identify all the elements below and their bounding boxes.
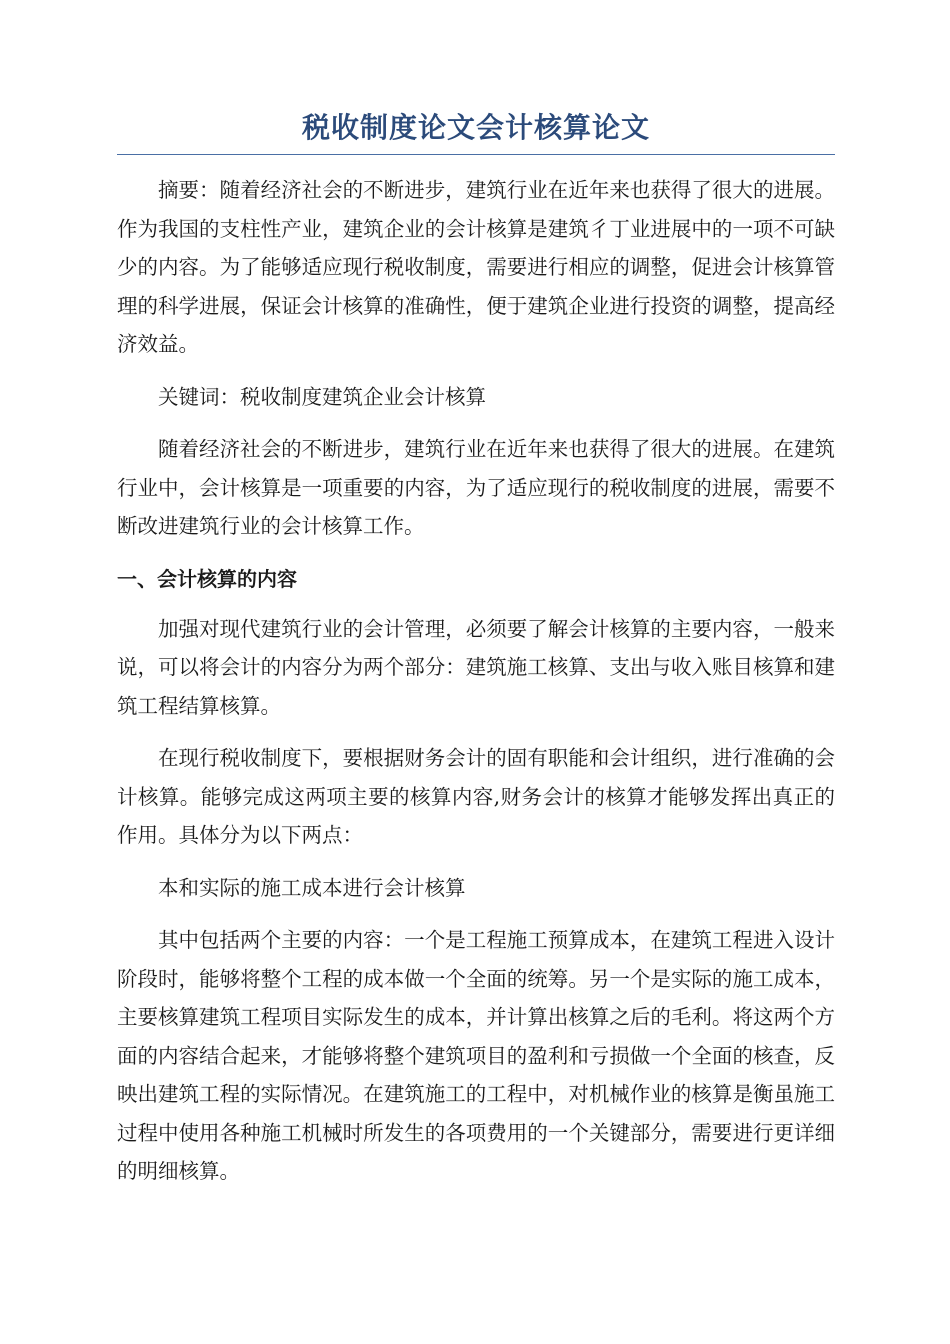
section-heading: 一、会计核算的内容 — [117, 566, 297, 591]
document-page — [117, 108, 835, 1205]
subsection-line: 本和实际的施工成本进行会计核算 — [158, 875, 466, 900]
document-body — [117, 171, 835, 1191]
body-paragraph: 加强对现代建筑行业的会计管理，必须要了解会计核算的主要内容，一般来说，可以将会计的内容分为两个部分：建筑施工核算、支出与收入账目核算和建筑工程结算核算。 — [117, 616, 835, 718]
document-title: 税收制度论文会计核算论文 — [117, 108, 835, 155]
intro-paragraph: 随着经济社会的不断进步，建筑行业在近年来也获得了很大的进展。在建筑行业中，会计核算是一项重要的内容，为了适应现行的税收制度的进展，需要不断改进建筑行业的会计核算工作。 — [117, 437, 835, 538]
abstract-paragraph: 摘要：随着经济社会的不断进步，建筑行业在近年来也获得了很大的进展。作为我国的支柱性产业，建筑企业的会计核算是建筑彳丁业进展中的一项不可缺少的内容。为了能够适应现行税收制度，需要进行相应的调整，促进会计核算管理的科学进展，保证会计核算的准确性，便于建筑企业进行投资的调整，提高经济效益。 — [117, 178, 835, 356]
body-paragraph: 在现行税收制度下，要根据财务会计的固有职能和会计组织，进行准确的会计核算。能够完成这两项主要的核算内容,财务会计的核算才能够发挥出真正的作用。具体分为以下两点： — [117, 746, 835, 847]
keywords-paragraph: 关键词：税收制度建筑企业会计核算 — [158, 384, 486, 409]
body-paragraph: 其中包括两个主要的内容：一个是工程施工预算成本，在建筑工程进入设计阶段时，能够将整个工程的成本做一个全面的统筹。另一个是实际的施工成本，主要核算建筑工程项目实际发生的成本，并计算出核算之后的毛利。将这两个方面的内容结合起来，才能够将整个建筑项目的盈利和亏损做一个全面的核查，反映出建筑工程的实际情况。在建筑施工的工程中，对机械作业的核算是衡虽施工过程中使用各种施工机械时所发生的各项费用的一个关键部分，需要进行更详细的明细核算。 — [117, 928, 835, 1183]
